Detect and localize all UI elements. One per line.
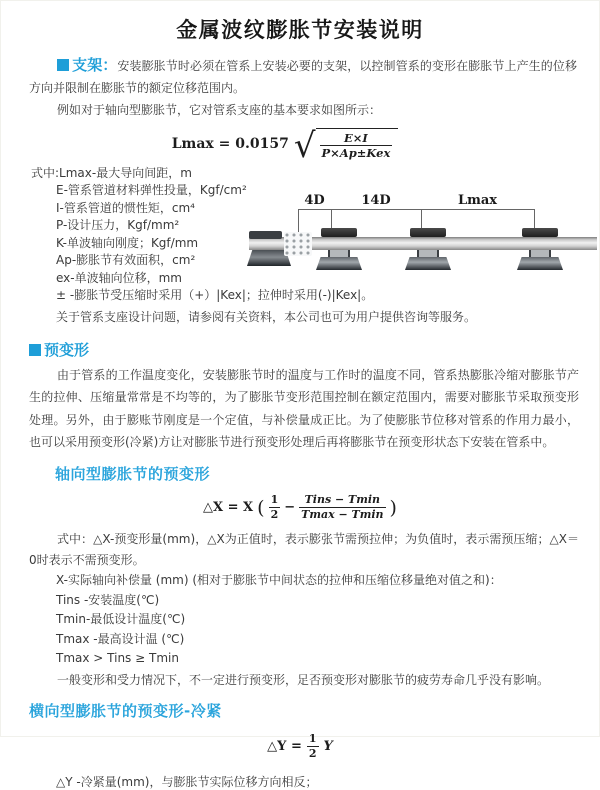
minus-sign: − [284, 500, 296, 516]
definition-line: 式中:Lmax-最大导向间距，m [31, 165, 192, 180]
pipe-support-diagram [247, 193, 599, 293]
support-base [316, 257, 362, 270]
support-intro-text: 安装膨胀节时必须在管系上安装必要的支架，以控制管系的变形在膨胀节上产生的位移方向并限制在膨胀节的额定位移范围内。 [29, 59, 577, 95]
support-section-heading [57, 56, 117, 74]
support-heading-label: 支架： [72, 56, 118, 74]
axial-subsection-heading: 轴向型膨胀节的预变形 [55, 464, 211, 483]
definition-line: Ap-膨胀节有效面积，cm² [56, 253, 196, 268]
dimension-label-4d: 4D [304, 193, 325, 208]
axial-note-text: 一般变形和受力情况下，不一定进行预变形，足否预变形对膨胀节的疲劳寿命几乎没有影响。 [57, 672, 550, 687]
temperature-numerator: Tins − Tmin [304, 492, 381, 506]
lmax-radicand [316, 128, 399, 161]
half-denominator: 2 [308, 747, 317, 761]
lmax-numerator: E×I [344, 131, 368, 145]
lateral-formula-rhs: Y [323, 739, 333, 755]
axial-variable-list [56, 571, 599, 669]
lmax-fraction [320, 131, 393, 161]
axial-variable-line: X-实际轴向补偿量 (mm) (相对于膨胀节中间状态的拉伸和压缩位移量绝对值之和)： [56, 573, 502, 588]
axial-desc-paragraph: 式中：△X-预变形量(mm)，△X为正值时，表示膨张节需预拉伸；为负值时，表示需预压缩；△X＝0时表示不需预变形。 [29, 532, 579, 568]
support-clamp [410, 228, 446, 237]
lmax-formula-lhs: Lmax = 0.0157 [171, 136, 289, 153]
anchor-clamp [249, 231, 282, 239]
definition-line: E-管系管道材料弹性投量，Kgf/cm² [56, 183, 247, 198]
lateral-formula-lhs: △Y = [267, 739, 302, 755]
lateral-subsection-heading: 横向型膨胀节的预变形-冷紧 [29, 701, 222, 720]
axial-variable-line: Tins -安装温度(℃) [56, 592, 160, 607]
one-half-fraction [307, 732, 319, 762]
definition-line: K-单波轴向刚度；Kgf/mm [56, 235, 199, 250]
axial-variable-line: Tmin-最低设计温度(℃) [56, 612, 186, 627]
temperature-denominator: Tmax − Tmin [301, 508, 384, 522]
dimension-label-14d: 14D [361, 193, 391, 208]
predeform-section-heading [29, 339, 599, 360]
page-title: 金属波纹膨胀节安装说明 [176, 18, 424, 42]
definition-line: ± -膨胀节受压缩时采用（+）|Kex|；拉伸时采用(-)|Kex|。 [56, 288, 374, 303]
predeform-paragraph: 由于管系的工作温度变化，安装膨胀节时的温度与工作时的温度不同，管系热膨胀冷缩对膨胀节产生的拉伸、压缩量常常是不均等的，为了膨胀节变形范围控制在额定范围内，需要对膨胀节采取预变形处理。另外，由于膨账节刚度是一个定值，与补偿量成正比。为了使膨胀节位移对管系的作用力最小，也可以采用预变形(冷紧)方让对膨胀节进行预变形处理后再将膨胀节在预变形状态下安装在管系中。 [29, 367, 579, 450]
axial-formula [1, 493, 599, 523]
dimension-label-lmax: Lmax [457, 193, 498, 208]
definition-line: P-设计压力，Kgf/mm² [56, 218, 180, 233]
lateral-formula [1, 732, 599, 762]
guide-support [316, 193, 362, 293]
lmax-formula [1, 125, 569, 166]
guide-support [405, 193, 451, 293]
dimension-tick [298, 209, 299, 233]
support-clamp [321, 228, 357, 237]
axial-variable-line: Tmax > Tins ≥ Tmin [56, 651, 179, 666]
radical-sign: √ [293, 125, 316, 166]
guide-support [517, 193, 563, 293]
support-note-text: 关于管系支座设计问题，请参阅有关资料，本公司也可为用户提供咨询等服务。 [56, 309, 477, 324]
support-base [517, 257, 563, 270]
axial-variable-line: Tmax -最高设计温 (℃) [56, 631, 185, 646]
definition-line: I-管系管道的惯性矩，cm⁴ [56, 200, 195, 215]
definition-line: ex-单波轴向位移，mm [56, 270, 182, 285]
section-marker-icon [57, 59, 69, 71]
lmax-denominator: P×Ap±Kex [321, 146, 391, 161]
predeform-heading-label: 预变形 [44, 340, 90, 359]
support-base [405, 257, 451, 270]
bellows-icon [284, 232, 312, 256]
support-clamp [522, 228, 558, 237]
one-half-fraction [269, 493, 281, 523]
support-example-text: 例如对于轴向型膨胀节，它对管系支座的基本要求如图所示： [57, 103, 382, 117]
half-numerator: 1 [270, 492, 279, 506]
temperature-fraction [299, 493, 385, 523]
right-paren: ) [389, 496, 397, 519]
half-denominator: 2 [270, 508, 279, 522]
lateral-desc-text: △Y -冷紧量(mm)，与膨胀节实际位移方向相反； [56, 775, 318, 790]
support-intro-paragraph [29, 54, 577, 99]
half-numerator: 1 [308, 731, 317, 745]
left-paren: ( [257, 496, 265, 519]
axial-formula-lhs: △X = X [203, 500, 254, 516]
section-marker-icon [29, 344, 41, 356]
